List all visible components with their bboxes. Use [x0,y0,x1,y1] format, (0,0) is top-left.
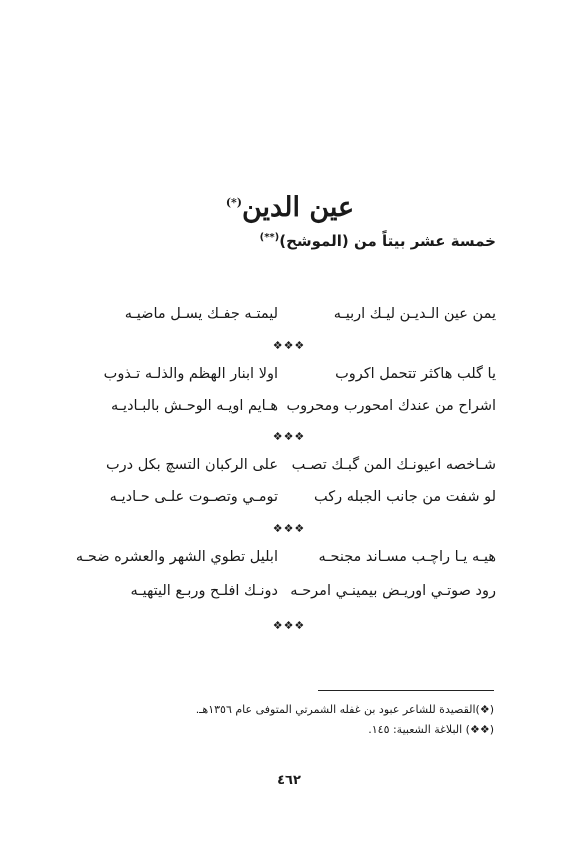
poem-title-block [0,192,578,223]
verse-first-hemistich: لو شفت من جانب الجبله ركب [313,489,496,505]
verse-first-hemistich: اشراح من عندك امحورب ومحروب [286,398,496,414]
verse-second-hemistich: دونـك افلـح وربـع اليتهيـه [130,583,278,599]
poem-subtitle-text: خمسة عشر بيتاً من (الموشح) [279,232,496,250]
verse-first-hemistich: يا گلب هاكثر تتحمل اكروب [335,366,496,382]
verse-second-hemistich: تومـي وتصـوت علـى حـاديـه [109,489,278,505]
verse-line [76,579,496,603]
verse-first-hemistich: يمن عين الـديـن ليـك اربيـه [333,306,496,322]
footnote: (❖❖) البلاغة الشعبية: ١٤٥. [368,723,494,736]
poem-title [224,192,354,223]
stanza-separator: ❖❖❖ [272,522,306,535]
verse-line [76,453,496,477]
verse-first-hemistich: رود صوتـي اوريـض بيمينـي امرحـه [290,583,496,599]
verse-second-hemistich: ابليل تطوي الشهر والعشره ضحـه [75,549,278,565]
verse-second-hemistich: هـايم اويـه الوحـش بالبـاديـه [111,398,278,414]
stanza-separator: ❖❖❖ [272,619,306,632]
verse-second-hemistich: اولا ابنار الهظم والذلـه تـذوب [103,366,278,382]
footnote-divider [318,690,494,691]
footnote: (❖)القصيدة للشاعر عبود بن غفله الشمرتي المتوفى عام ١٣٥٦هـ. [195,703,494,716]
verse-line [76,485,496,509]
poem-title-footnote-mark: (*) [225,196,242,209]
verse-line [76,394,496,418]
page-number: ٤٦٢ [277,773,301,788]
poem-subtitle [260,232,496,250]
poem-subtitle-footnote-mark: (**) [259,232,280,243]
verse-line [76,362,496,386]
stanza-separator: ❖❖❖ [272,339,306,352]
verse-first-hemistich: شـاخصه اعيونـك المن گبـك تصـب [291,457,496,473]
verse-second-hemistich: ليمتـه جفـك يسـل ماضيـه [124,306,278,322]
verse-second-hemistich: على الركبان التسچ بكل درب [105,457,278,473]
verse-first-hemistich: هيـه يـا راچـب مسـاند مجنحـه [318,549,496,565]
stanza-separator: ❖❖❖ [272,430,306,443]
verse-line [76,302,496,326]
verse-line [76,545,496,569]
poem-title-text: عين الدين [241,192,355,223]
